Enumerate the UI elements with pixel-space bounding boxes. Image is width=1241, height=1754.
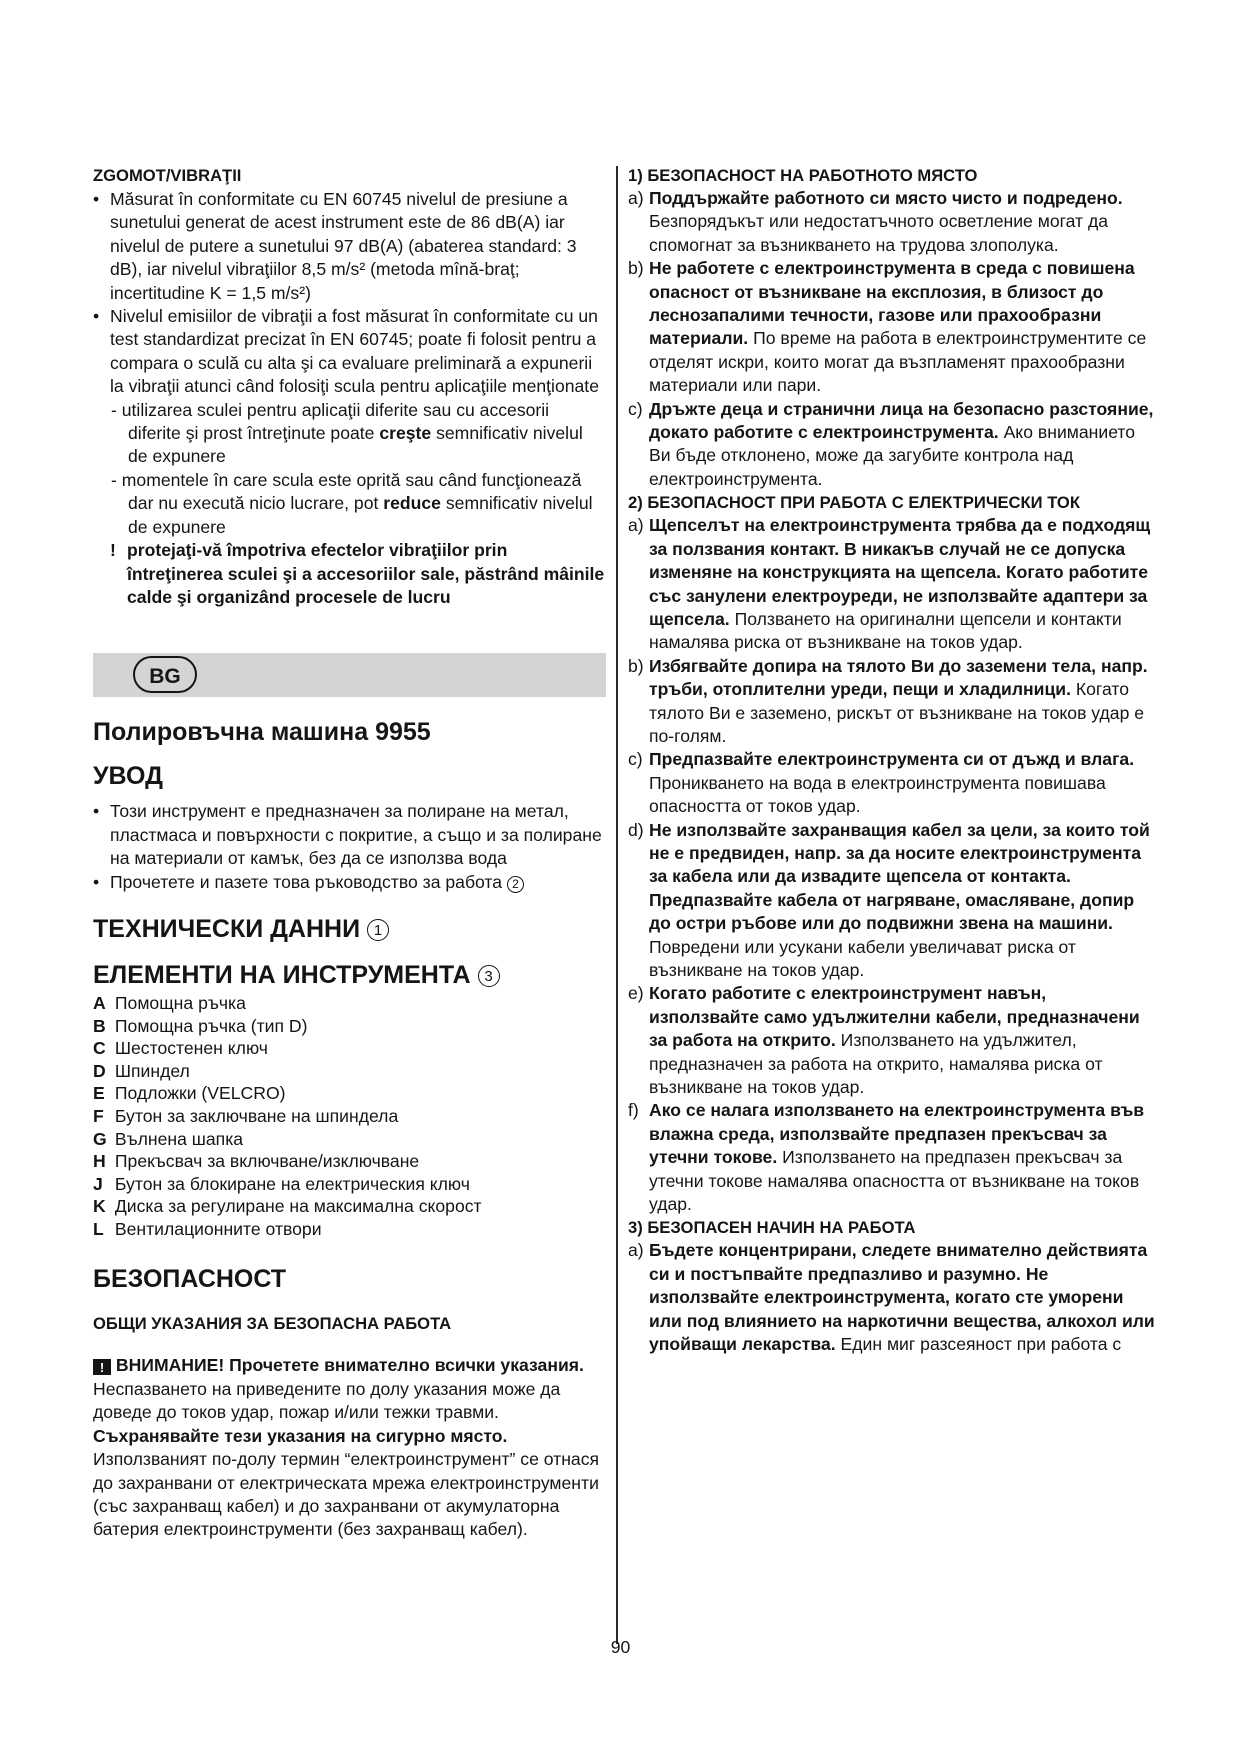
safety-item: c) Дръжте деца и странични лица на безопасно разстояние, докато работите с електроинструмента. Ако вниманието Ви бъде отклонено, може да загубите контрола над електроинструмента. bbox=[628, 398, 1154, 489]
part-item: A Помощна ръчка bbox=[93, 992, 246, 1013]
section-heading-2: 2) БЕЗОПАСНОСТ ПРИ РАБОТА С ЕЛЕКТРИЧЕСКИ ТОК bbox=[628, 493, 1080, 513]
part-item: E Подложки (VELCRO) bbox=[93, 1083, 286, 1104]
page-number: 90 bbox=[610, 1637, 631, 1657]
part-item: D Шпиндел bbox=[93, 1060, 190, 1081]
language-badge: BG bbox=[133, 656, 197, 693]
part-item: L Вентилационните отвори bbox=[93, 1218, 322, 1239]
safety-item: a) Щепселът на електроинструмента трябва да е подходящ за ползвания контакт. В никакъв случай не се допуска изменяне на конструкцията на щепсела. Когато работите със занулени електроуреди, не използвайте адаптери за щепсела. Ползването на оригинални щепсели и контакти намалява риска от възникване на токов удар. bbox=[628, 515, 1151, 653]
part-item: C Шестостенен ключ bbox=[93, 1038, 268, 1059]
section-heading-3: 3) БЕЗОПАСЕН НАЧИН НА РАБОТА bbox=[628, 1218, 916, 1238]
product-title: Полировъчна машина 9955 bbox=[93, 718, 431, 747]
part-item: K Диска за регулиране на максимална скорост bbox=[93, 1196, 482, 1217]
safety-item: c) Предпазвайте електроинструмента си от дъжд и влага. Проникването на вода в електроинструмента повишава опасността от токов удар. bbox=[628, 749, 1135, 817]
ro-dash-item-2: - momentele în care scula este oprită sau când funcţionează dar nu execută nicio lucrare, pot reduce semnificativ nivelul de expunere bbox=[111, 469, 593, 537]
language-bar bbox=[93, 653, 606, 697]
safety-heading: БЕЗОПАСНОСТ bbox=[93, 1265, 287, 1294]
safety-item: a) Поддържайте работното си място чисто и подредено. Безпорядъкът или недостатъчното осветление могат да спомогнат за възникването на трудова злополука. bbox=[628, 188, 1123, 255]
ro-dash-item-1: - utilizarea sculei pentru aplicaţii diferite sau cu accesorii diferite şi prost întreţinute poate creşte semnificativ nivelul de expunere bbox=[111, 399, 583, 467]
part-item: B Помощна ръчка (тип D) bbox=[93, 1015, 308, 1036]
intro-bullet-2: • Прочетете и пазете това ръководство за работа 2 bbox=[93, 871, 606, 894]
safety-item: b) Избягвайте допира на тялото Ви до заземени тела, напр. тръби, отоплителни уреди, пещи и хладилници. Когато тялото Ви е заземено, рискът от възникване на токов удар е по-голям. bbox=[628, 655, 1148, 746]
safety-item: e) Когато работите с електроинструмент навън, използвайте само удължителни кабели, предназначени за работа на открито. Използването на удължител, предназначен за работа на открито, намалява риска от възникване на токов удар. bbox=[628, 983, 1140, 1098]
left-column bbox=[93, 164, 606, 1542]
reference-number: 2 bbox=[507, 876, 524, 893]
part-item: J Бутон за блокиране на електрическия ключ bbox=[93, 1173, 470, 1194]
elements-heading: ЕЛЕМЕНТИ НА ИНСТРУМЕНТА 3 bbox=[93, 960, 606, 990]
safety-item: a) Бъдете концентрирани, следете внимателно действията си и постъпвайте предпазливо и разумно. Не използвайте електроинструмента, когато сте уморени или под влиянието на наркотични вещества, алкохол или упойващи лекарства. Един миг разсеяност при работа с bbox=[628, 1240, 1155, 1355]
parts-list bbox=[93, 992, 606, 1241]
safety-item: b) Не работете с електроинструмента в среда с повишена опасност от възникване на експлозия, в близост до леснозапалими течности, газове или прахообразни материали. По време на работа в електроинструментите се отделят искри, които могат да възпламенят прахообразни материали или пари. bbox=[628, 258, 1147, 396]
general-safety-heading: ОБЩИ УКАЗАНИЯ ЗА БЕЗОПАСНА РАБОТА bbox=[93, 1314, 452, 1334]
safety-item: d) Не използвайте захранващия кабел за цели, за които той не е предвиден, напр. за да носите електроинструмента за кабела или да извадите щепсела от контакта. Предпазвайте кабела от нагряване, омасляване, допир до остри ръбове или до подвижни звена на машини. Повредени или усукани кабели увеличават риска от възникване на токов удар. bbox=[628, 819, 1150, 980]
ro-bullet-2: • Nivelul emisiilor de vibraţii a fost măsurat în conformitate cu un test standardizat precizat în EN 60745; poate fi folosit pentru a compara o sculă cu alta şi ca evaluare preliminară a expunerii la vibraţii atunci când folosiţi scula pentru aplicaţiile menţionate bbox=[93, 305, 606, 399]
ro-noise-heading: ZGOMOT/VIBRAŢII bbox=[93, 166, 242, 185]
reference-number: 3 bbox=[478, 965, 500, 987]
part-item: F Бутон за заключване на шпиндела bbox=[93, 1105, 399, 1126]
intro-bullet-1: • Този инструмент е предназначен за полиране на метал, пластмаса и повърхности с покритие, а също и за полиране на материали от камък, без да се използва вода bbox=[93, 800, 606, 870]
warning-triangle-icon: ! bbox=[93, 1359, 111, 1375]
part-item: G Вълнена шапка bbox=[93, 1128, 244, 1149]
part-item: H Прекъсвач за включване/изключване bbox=[93, 1151, 420, 1172]
reference-number: 1 bbox=[367, 919, 389, 941]
ro-bullet-1: • Măsurat în conformitate cu EN 60745 nivelul de presiune a sunetului generat de acest instrument este de 86 dB(A) iar nivelul de putere a sunetului 97 dB(A) (abaterea standard: 3 dB), iar nivelul vibraţiilor 8,5 m/s² (metoda mînă-braţ; incertitudine K = 1,5 m/s²) bbox=[93, 188, 606, 305]
intro-heading: УВОД bbox=[93, 762, 163, 791]
right-column bbox=[628, 164, 1156, 1357]
column-divider bbox=[616, 166, 618, 1644]
tech-data-heading: ТЕХНИЧЕСКИ ДАННИ 1 bbox=[93, 914, 606, 944]
warning-paragraph: ! ВНИМАНИЕ! Прочетете внимателно всички указания. Неспазването на приведените по долу указания може да доведе до токов удар, пожар и/или тежки травми. Съхранявайте тези указания на сигурно място. Използваният по-долу термин “електроинструмент” се отнася до захранвани от електрическата мрежа електроинструменти (със захранващ кабел) и до захранвани от акумулаторна батерия електроинструменти (без захранващ кабел). bbox=[93, 1355, 600, 1540]
exclamation-icon: ! bbox=[110, 540, 116, 561]
section-heading-1: 1) БЕЗОПАСНОСТ НА РАБОТНОТО МЯСТО bbox=[628, 166, 978, 185]
ro-warning-item: ! protejaţi-vă împotriva efectelor vibraţiilor prin întreţinerea sculei şi a accesoriilor sale, păstrând mâinile calde şi organizând procesele de lucru bbox=[110, 540, 605, 607]
safety-item: f) Ако се налага използването на електроинструмента във влажна среда, използвайте предпазен прекъсвач за утечни токове. Използването на предпазен прекъсвач за утечни токове намалява опасността от възникване на токов удар. bbox=[628, 1100, 1145, 1215]
